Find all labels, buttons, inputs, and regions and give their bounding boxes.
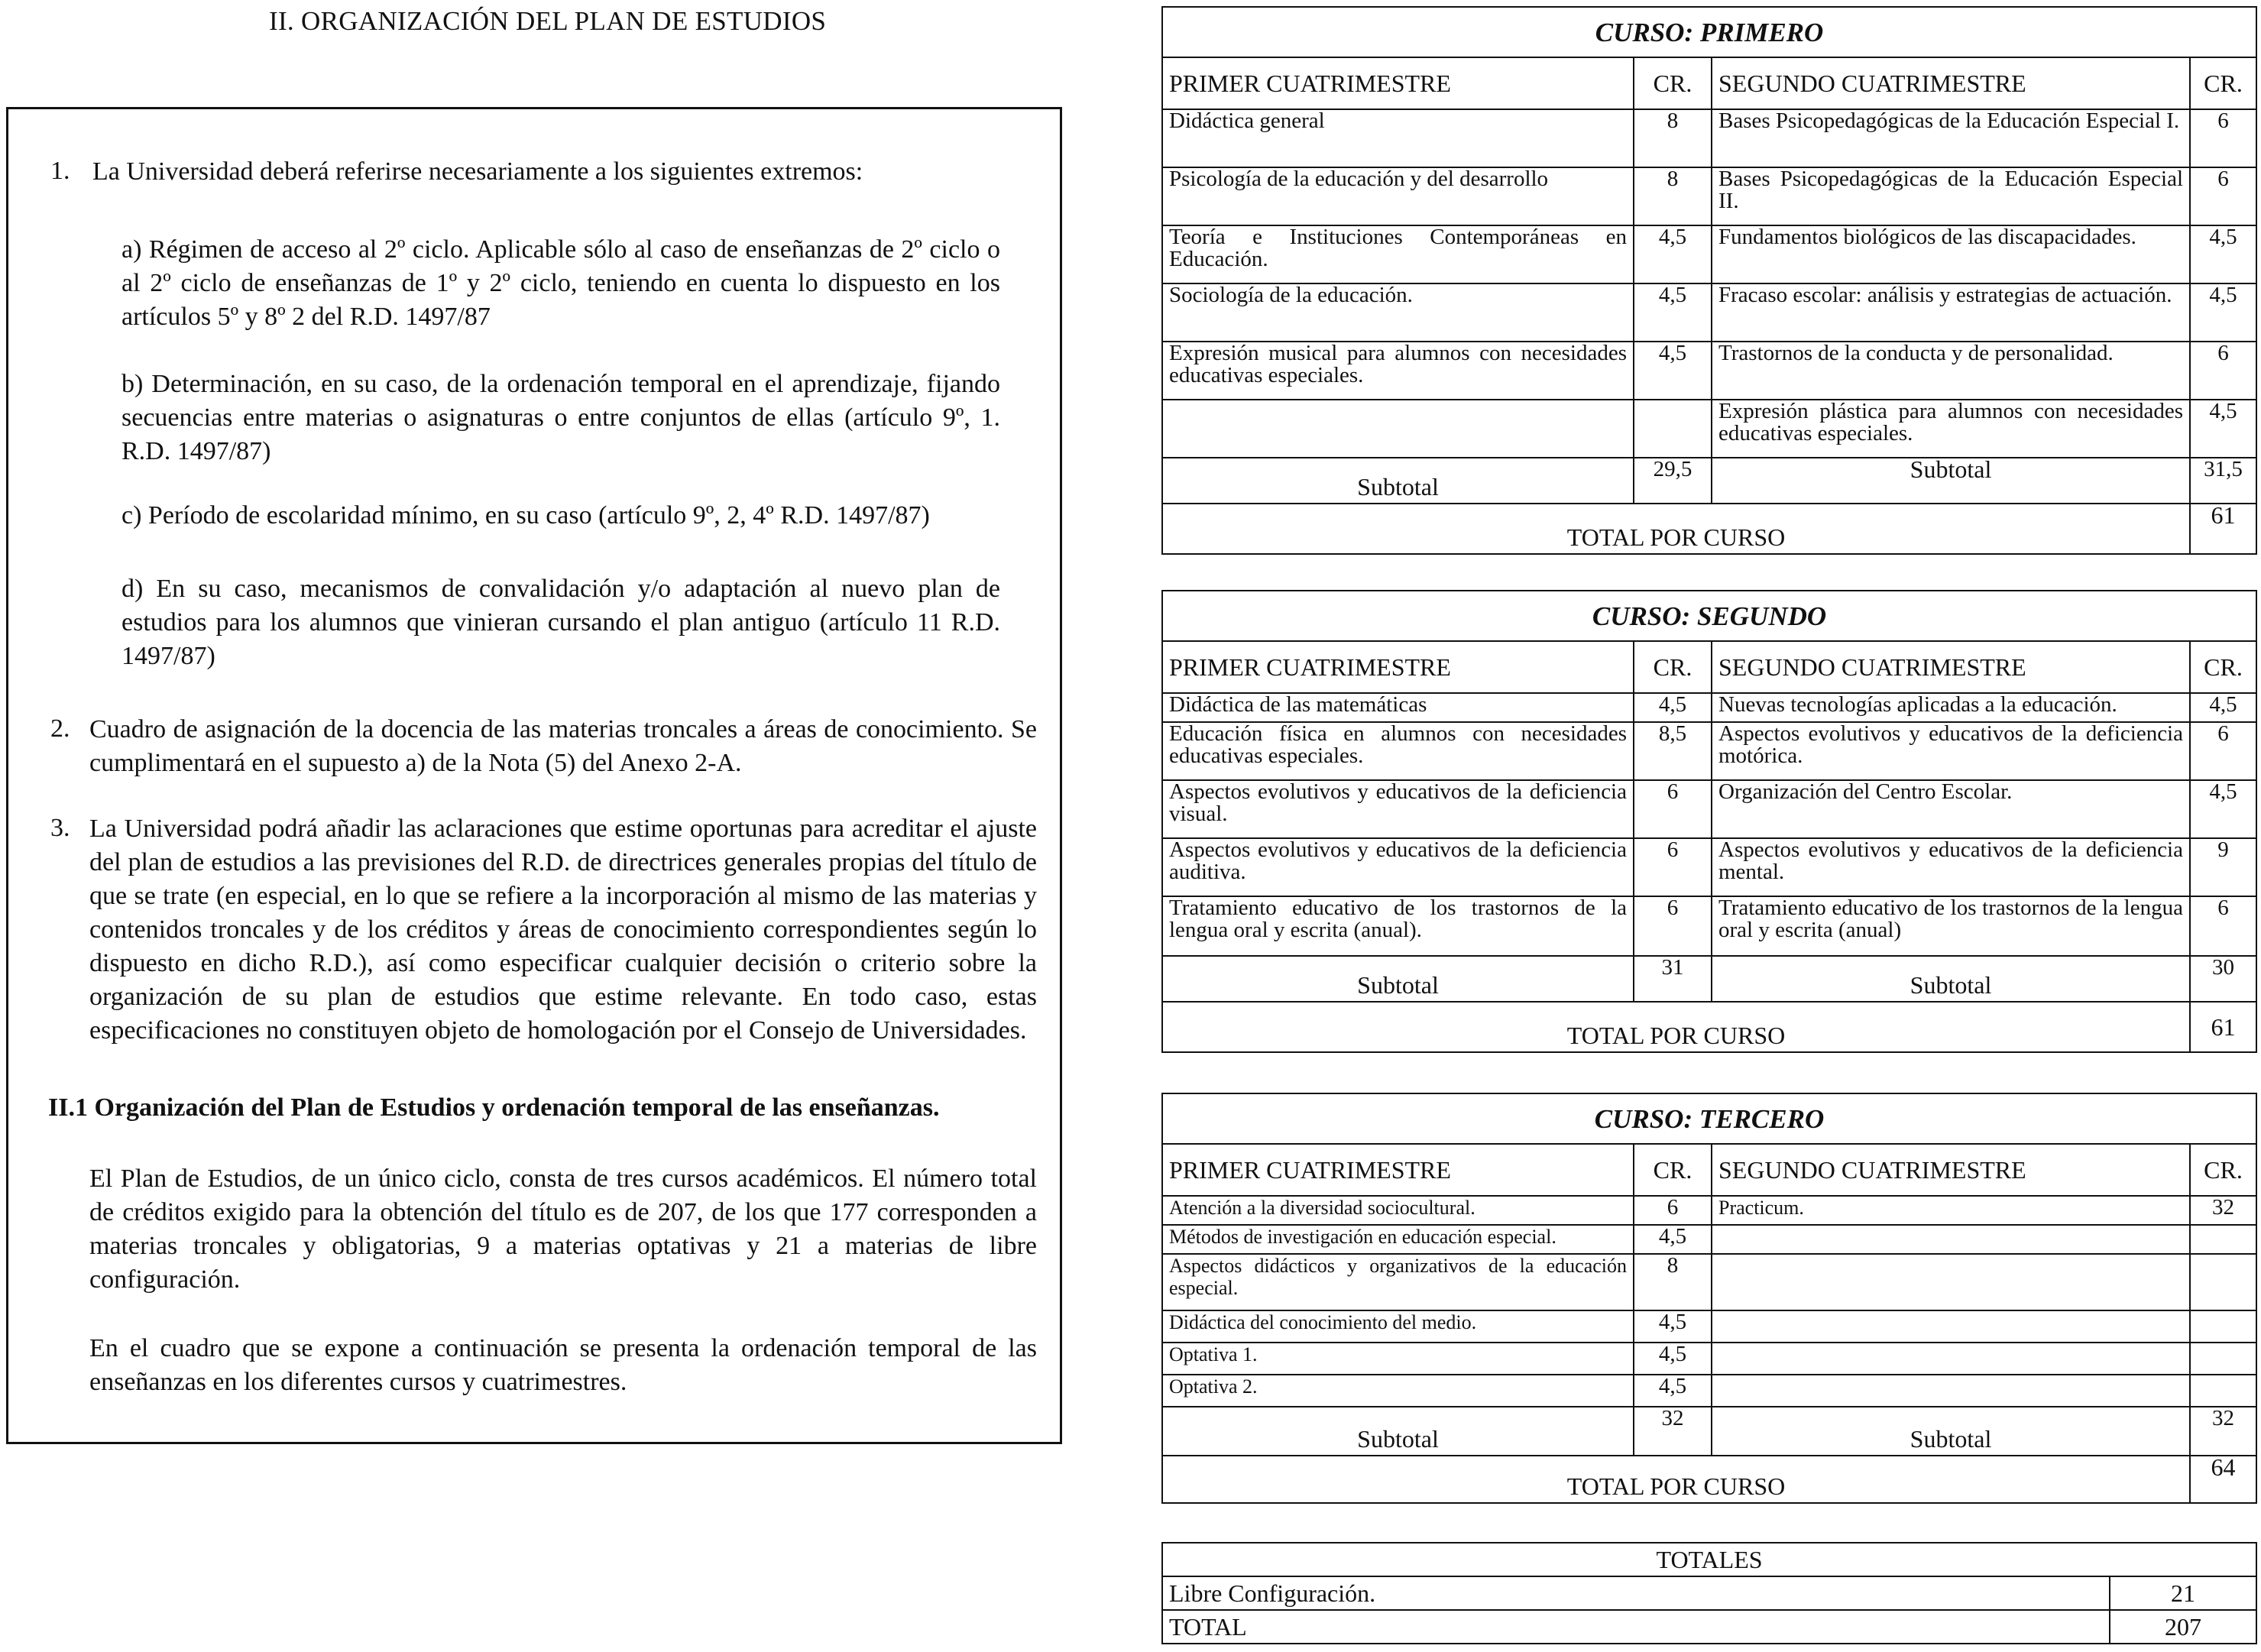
header-cr: CR. <box>2190 1144 2256 1196</box>
credits-2: 4,5 <box>2190 780 2256 838</box>
credits-1: 8 <box>1634 1254 1712 1310</box>
credits-1: 4,5 <box>1634 1310 1712 1343</box>
credits-1: 8,5 <box>1634 722 1712 780</box>
subtotal-label: Subtotal <box>1712 956 2190 1002</box>
subject-1: Psicología de la educación y del desarrollo <box>1162 167 1634 225</box>
header-cr: CR. <box>2190 641 2256 693</box>
subject-2: Aspectos evolutivos y educativos de la deficiencia motórica. <box>1712 722 2190 780</box>
subject-2: Fracaso escolar: análisis y estrategias de actuación. <box>1712 283 2190 342</box>
credits-2: 32 <box>2190 1196 2256 1225</box>
table-row <box>1162 896 2256 956</box>
subject-2 <box>1712 1225 2190 1254</box>
credits-1: 4,5 <box>1634 283 1712 342</box>
total-value: 64 <box>2190 1456 2256 1503</box>
credits-1: 6 <box>1634 780 1712 838</box>
totals-title: TOTALES <box>1162 1543 2256 1576</box>
header-cr: CR. <box>1634 641 1712 693</box>
table-row <box>1162 109 2256 167</box>
subtotal-label: Subtotal <box>1162 1407 1634 1456</box>
course-title: CURSO: SEGUNDO <box>1162 591 2256 641</box>
table-row <box>1162 225 2256 283</box>
credits-2: 6 <box>2190 722 2256 780</box>
totals-label: Libre Configuración. <box>1162 1576 2110 1610</box>
credits-2 <box>2190 1254 2256 1310</box>
header-cr: CR. <box>2190 57 2256 109</box>
table-row <box>1162 1254 2256 1310</box>
subject-2: Practicum. <box>1712 1196 2190 1225</box>
header-segundo: SEGUNDO CUATRIMESTRE <box>1712 1144 2190 1196</box>
subtotal-value: 29,5 <box>1634 458 1712 504</box>
table-row <box>1162 342 2256 400</box>
table-row <box>1162 283 2256 342</box>
item-1d-text: d) En su caso, mecanismos de convalidación y/o adaptación al nuevo plan de estudios para los alumnos que vinieran cursando el plan antiguo (artículo 11 R.D. 1497/87) <box>121 575 1000 670</box>
subtotal-value: 31,5 <box>2190 458 2256 504</box>
table-row <box>1162 1196 2256 1225</box>
item-3-number: 3. <box>50 814 70 842</box>
course-title: CURSO: TERCERO <box>1162 1093 2256 1144</box>
header-segundo: SEGUNDO CUATRIMESTRE <box>1712 57 2190 109</box>
subject-1: Educación física en alumnos con necesidades educativas especiales. <box>1162 722 1634 780</box>
credits-1 <box>1634 400 1712 458</box>
subject-1: Expresión musical para alumnos con necesidades educativas especiales. <box>1162 342 1634 400</box>
subtotal-value: 30 <box>2190 956 2256 1002</box>
subject-2: Organización del Centro Escolar. <box>1712 780 2190 838</box>
total-value: 61 <box>2190 1002 2256 1052</box>
credits-1: 4,5 <box>1634 1225 1712 1254</box>
credits-2: 6 <box>2190 109 2256 167</box>
credits-2: 9 <box>2190 838 2256 896</box>
credits-2: 6 <box>2190 896 2256 956</box>
credits-2 <box>2190 1225 2256 1254</box>
subject-1: Aspectos didácticos y organizativos de la educación especial. <box>1162 1254 1634 1310</box>
header-cr: CR. <box>1634 1144 1712 1196</box>
credits-1: 4,5 <box>1634 693 1712 722</box>
total-row <box>1162 1456 2256 1503</box>
item-1b-text: b) Determinación, en su caso, de la ordenación temporal en el aprendizaje, fijando secuencias entre materias o asignaturas o entre conjuntos de ellas (artículo 9º, 1. R.D. 1497/87) <box>121 370 1000 465</box>
table-row <box>1162 780 2256 838</box>
table-row <box>1162 400 2256 458</box>
credits-1: 4,5 <box>1634 1375 1712 1407</box>
subject-2 <box>1712 1254 2190 1310</box>
item-2-text: Cuadro de asignación de la docencia de las materias troncales a áreas de conocimiento. Se cumplimentará en el supuesto a) de la Nota (5) del Anexo 2-A. <box>89 715 1037 777</box>
credits-2 <box>2190 1343 2256 1375</box>
credits-1: 4,5 <box>1634 1343 1712 1375</box>
table-row <box>1162 1576 2256 1610</box>
subtotal-value: 32 <box>1634 1407 1712 1456</box>
credits-2: 4,5 <box>2190 283 2256 342</box>
subtotal-label: Subtotal <box>1162 956 1634 1002</box>
table-row <box>1162 167 2256 225</box>
subject-2: Bases Psicopedagógicas de la Educación Especial I. <box>1712 109 2190 167</box>
subject-1: Aspectos evolutivos y educativos de la deficiencia visual. <box>1162 780 1634 838</box>
subject-1: Optativa 2. <box>1162 1375 1634 1407</box>
subject-1: Optativa 1. <box>1162 1343 1634 1375</box>
subsection-heading: II.1 Organización del Plan de Estudios y ordenación temporal de las enseñanzas. <box>48 1093 940 1122</box>
subject-1: Teoría e Instituciones Contemporáneas en Educación. <box>1162 225 1634 283</box>
credits-2: 4,5 <box>2190 693 2256 722</box>
instructions-box <box>6 107 1062 1444</box>
table-row <box>1162 1343 2256 1375</box>
subtotal-value: 31 <box>1634 956 1712 1002</box>
course-table-primero <box>1161 6 2257 555</box>
subtotal-row <box>1162 458 2256 504</box>
item-1a-text: a) Régimen de acceso al 2º ciclo. Aplicable sólo al caso de enseñanzas de 2º ciclo o al 2º ciclo de enseñanzas de 1º y 2º ciclo, teniendo en cuenta lo dispuesto en los artículos 5º y 8º 2 del R.D. 1497/87 <box>121 235 1000 331</box>
subject-2: Bases Psicopedagógicas de la Educación Especial II. <box>1712 167 2190 225</box>
credits-1: 8 <box>1634 109 1712 167</box>
credits-1: 6 <box>1634 838 1712 896</box>
header-cr: CR. <box>1634 57 1712 109</box>
table-row <box>1162 1225 2256 1254</box>
subtotal-label: Subtotal <box>1712 1407 2190 1456</box>
subject-1: Métodos de investigación en educación especial. <box>1162 1225 1634 1254</box>
subject-2: Tratamiento educativo de los trastornos de la lengua oral y escrita (anual) <box>1712 896 2190 956</box>
subtotal-value: 32 <box>2190 1407 2256 1456</box>
credits-1: 4,5 <box>1634 225 1712 283</box>
subject-1: Tratamiento educativo de los trastornos de la lengua oral y escrita (anual). <box>1162 896 1634 956</box>
header-primer: PRIMER CUATRIMESTRE <box>1162 641 1634 693</box>
subtotal-label: Subtotal <box>1162 458 1634 504</box>
credits-2: 4,5 <box>2190 400 2256 458</box>
total-label: TOTAL POR CURSO <box>1162 1456 2190 1503</box>
subject-2: Aspectos evolutivos y educativos de la deficiencia mental. <box>1712 838 2190 896</box>
subject-2: Trastornos de la conducta y de personalidad. <box>1712 342 2190 400</box>
table-row <box>1162 1310 2256 1343</box>
subject-1: Didáctica del conocimiento del medio. <box>1162 1310 1634 1343</box>
credits-1: 8 <box>1634 167 1712 225</box>
item-1-text: La Universidad deberá referirse necesariamente a los siguientes extremos: <box>92 157 863 186</box>
credits-2: 6 <box>2190 342 2256 400</box>
subject-2: Fundamentos biológicos de las discapacidades. <box>1712 225 2190 283</box>
credits-2: 6 <box>2190 167 2256 225</box>
item-1c-text: c) Período de escolaridad mínimo, en su caso (artículo 9º, 2, 4º R.D. 1497/87) <box>121 501 930 530</box>
section-title: II. ORGANIZACIÓN DEL PLAN DE ESTUDIOS <box>269 6 827 36</box>
header-primer: PRIMER CUATRIMESTRE <box>1162 1144 1634 1196</box>
credits-1: 4,5 <box>1634 342 1712 400</box>
total-value: 61 <box>2190 504 2256 554</box>
header-segundo: SEGUNDO CUATRIMESTRE <box>1712 641 2190 693</box>
subject-1: Didáctica de las matemáticas <box>1162 693 1634 722</box>
total-label: TOTAL POR CURSO <box>1162 1002 2190 1052</box>
totals-value: 207 <box>2110 1610 2256 1644</box>
subject-1: Aspectos evolutivos y educativos de la deficiencia auditiva. <box>1162 838 1634 896</box>
item-2-number: 2. <box>50 714 70 743</box>
plan-description: El Plan de Estudios, de un único ciclo, consta de tres cursos académicos. El número total de créditos exigido para la obtención del título es de 207, de los que 177 corresponden a materias troncales y obligatorias, 9 a materias optativas y 21 a materias de libre configuración. <box>89 1164 1037 1294</box>
subject-1 <box>1162 400 1634 458</box>
totals-value: 21 <box>2110 1576 2256 1610</box>
table-row <box>1162 722 2256 780</box>
total-row <box>1162 1002 2256 1052</box>
subtotal-row <box>1162 956 2256 1002</box>
subtotal-row <box>1162 1407 2256 1456</box>
total-row <box>1162 504 2256 554</box>
subtotal-label: Subtotal <box>1712 458 2190 504</box>
table-row <box>1162 1610 2256 1644</box>
subject-2 <box>1712 1310 2190 1343</box>
credits-1: 6 <box>1634 896 1712 956</box>
table-row <box>1162 1375 2256 1407</box>
subject-2 <box>1712 1375 2190 1407</box>
subject-2: Nuevas tecnologías aplicadas a la educación. <box>1712 693 2190 722</box>
credits-1: 6 <box>1634 1196 1712 1225</box>
subject-2 <box>1712 1343 2190 1375</box>
item-1-number: 1. <box>50 157 70 185</box>
credits-2: 4,5 <box>2190 225 2256 283</box>
credits-2 <box>2190 1375 2256 1407</box>
subject-2: Expresión plástica para alumnos con necesidades educativas especiales. <box>1712 400 2190 458</box>
subject-1: Sociología de la educación. <box>1162 283 1634 342</box>
totals-label: TOTAL <box>1162 1610 2110 1644</box>
subject-1: Atención a la diversidad sociocultural. <box>1162 1196 1634 1225</box>
credits-2 <box>2190 1310 2256 1343</box>
item-3-text: La Universidad podrá añadir las aclaraciones que estime oportunas para acreditar el ajuste del plan de estudios a las previsiones del R.D. de directrices generales propias del título de que se trate (en especial, en lo que se refiere a la incorporación al mismo de las materias y contenidos troncales y de los créditos y áreas de conocimiento correspondientes según lo dispuesto en dicho R.D.), así como especificar cualquier decisión o criterio sobre la organización de su plan de estudios que estime relevante. En todo caso, estas especificaciones no constituyen objeto de homologación por el Consejo de Universidades. <box>89 815 1037 1045</box>
plan-note: En el cuadro que se expone a continuación se presenta la ordenación temporal de las enseñanzas en los diferentes cursos y cuatrimestres. <box>89 1334 1037 1396</box>
table-row <box>1162 693 2256 722</box>
course-title: CURSO: PRIMERO <box>1162 7 2256 57</box>
course-table-segundo <box>1161 590 2257 1053</box>
table-row <box>1162 838 2256 896</box>
subject-1: Didáctica general <box>1162 109 1634 167</box>
header-primer: PRIMER CUATRIMESTRE <box>1162 57 1634 109</box>
total-label: TOTAL POR CURSO <box>1162 504 2190 554</box>
totals-table <box>1161 1542 2257 1644</box>
course-table-tercero <box>1161 1093 2257 1504</box>
